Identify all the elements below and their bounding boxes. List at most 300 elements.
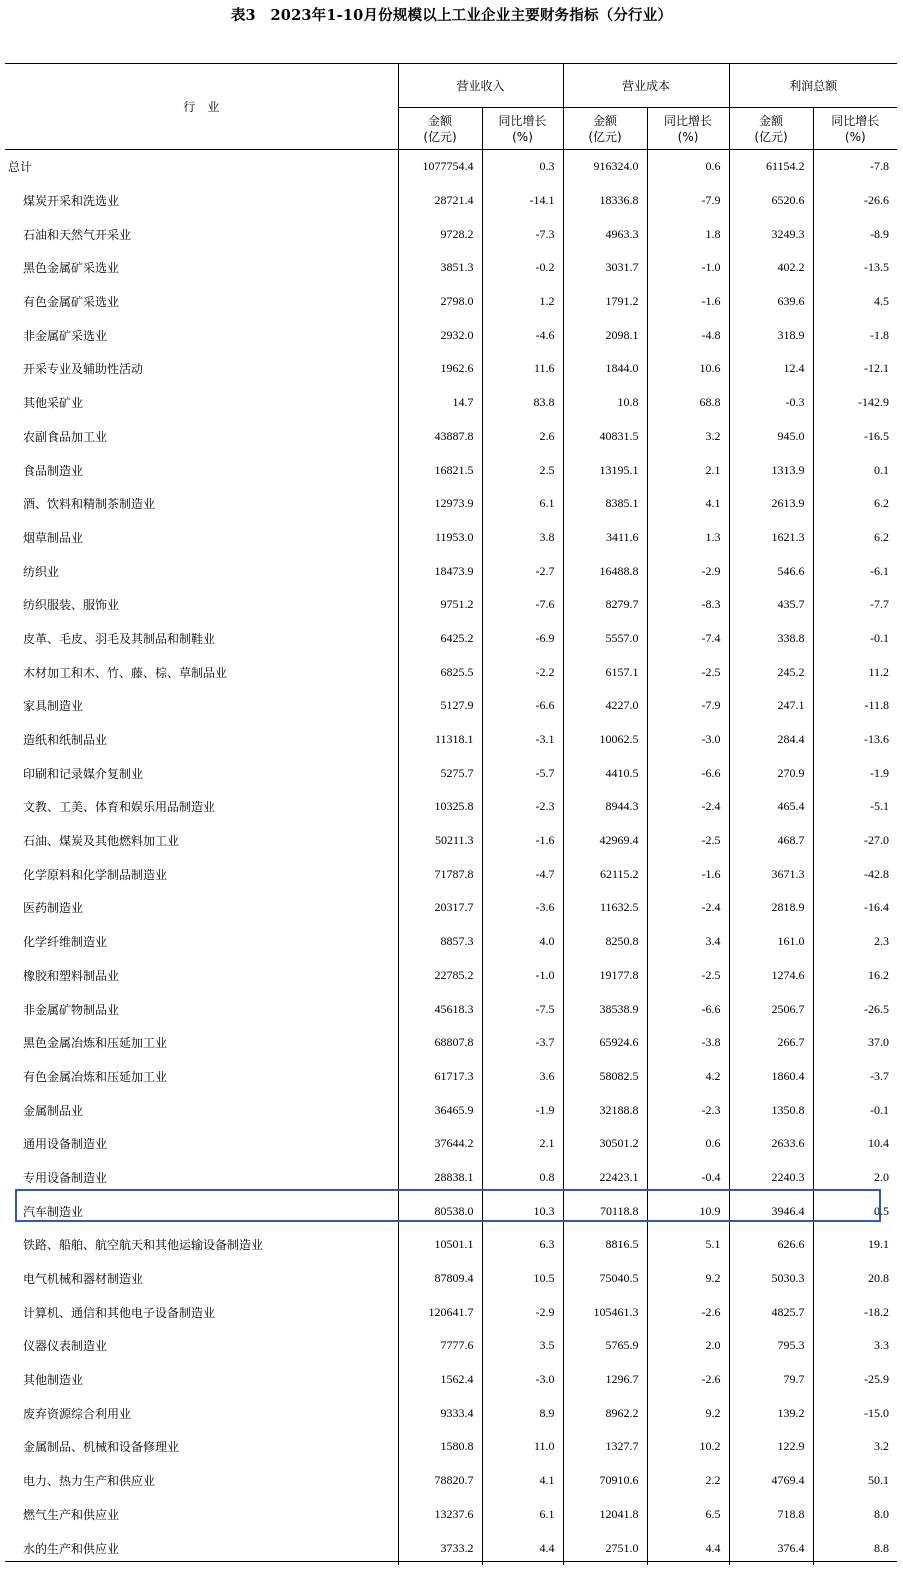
revenue-amount-cell: 36465.9 xyxy=(398,1093,482,1127)
cost-growth-cell: -7.4 xyxy=(647,622,729,656)
cost-amount-cell: 3411.6 xyxy=(563,521,647,555)
revenue-growth-cell: 3.6 xyxy=(482,1060,563,1094)
profit-growth-cell: -26.6 xyxy=(813,184,897,218)
industry-name: 酒、饮料和精制茶制造业 xyxy=(23,497,156,512)
cost-growth-cell: -2.4 xyxy=(647,790,729,824)
revenue-amount-cell: 120641.7 xyxy=(398,1295,482,1329)
table-row xyxy=(5,1295,897,1329)
table-row xyxy=(5,285,897,319)
cost-growth-cell: -8.3 xyxy=(647,588,729,622)
table-row xyxy=(5,790,897,824)
revenue-growth-cell: 11.6 xyxy=(482,352,563,386)
cost-amount-cell: 4410.5 xyxy=(563,756,647,790)
revenue-amount-cell: 5275.7 xyxy=(398,756,482,790)
profit-growth-cell: -0.1 xyxy=(813,1093,897,1127)
cost-growth-cell: -0.4 xyxy=(647,1161,729,1195)
profit-growth-header: 同比增长 (%) xyxy=(813,108,897,150)
industry-name: 文教、工美、体育和娱乐用品制造业 xyxy=(23,800,216,815)
cost-amount-cell: 65924.6 xyxy=(563,1026,647,1060)
industry-name: 其他采矿业 xyxy=(23,396,84,411)
cost-amount-cell: 40831.5 xyxy=(563,420,647,454)
revenue-amount-cell: 1962.6 xyxy=(398,352,482,386)
revenue-growth-cell: 3.5 xyxy=(482,1329,563,1363)
industry-name: 电力、热力生产和供应业 xyxy=(23,1474,156,1489)
cost-growth-cell: 3.4 xyxy=(647,925,729,959)
revenue-amount-cell: 5127.9 xyxy=(398,689,482,723)
cost-amount-cell: 62115.2 xyxy=(563,857,647,891)
cost-growth-cell: -2.3 xyxy=(647,1093,729,1127)
revenue-amount-cell: 61717.3 xyxy=(398,1060,482,1094)
industry-name: 金属制品、机械和设备修理业 xyxy=(23,1440,180,1455)
cost-amount-cell: 5557.0 xyxy=(563,622,647,656)
cost-growth-cell: 10.9 xyxy=(647,1194,729,1228)
revenue-growth-cell: 4.0 xyxy=(482,925,563,959)
cost-header: 营业成本 xyxy=(563,64,729,108)
table-row xyxy=(5,1531,897,1565)
profit-amount-cell: 3946.4 xyxy=(729,1194,813,1228)
profit-amount-cell: 284.4 xyxy=(729,723,813,757)
profit-amount-cell: 161.0 xyxy=(729,925,813,959)
revenue-growth-cell: -7.6 xyxy=(482,588,563,622)
cost-growth-cell: 9.2 xyxy=(647,1262,729,1296)
table-row xyxy=(5,1060,897,1094)
revenue-amount-cell: 28838.1 xyxy=(398,1161,482,1195)
industry-header: 行 业 xyxy=(5,64,398,150)
cost-growth-cell: -2.5 xyxy=(647,824,729,858)
industry-name: 食品制造业 xyxy=(23,463,84,478)
revenue-amount-cell: 80538.0 xyxy=(398,1194,482,1228)
cost-amount-cell: 11632.5 xyxy=(563,891,647,925)
table-row xyxy=(5,487,897,521)
table-row xyxy=(5,318,897,352)
profit-growth-cell: 11.2 xyxy=(813,655,897,689)
cost-growth-header: 同比增长 (%) xyxy=(647,108,729,150)
cost-growth-cell: 0.6 xyxy=(647,1127,729,1161)
industry-name: 总计 xyxy=(8,160,33,175)
profit-amount-cell: 1860.4 xyxy=(729,1060,813,1094)
revenue-amount-cell: 50211.3 xyxy=(398,824,482,858)
table-row xyxy=(5,386,897,420)
table-row xyxy=(5,420,897,454)
profit-growth-cell: 2.3 xyxy=(813,925,897,959)
cost-growth-cell: -2.4 xyxy=(647,891,729,925)
revenue-growth-cell: -3.0 xyxy=(482,1363,563,1397)
table-row xyxy=(5,1464,897,1498)
profit-growth-cell: -26.5 xyxy=(813,992,897,1026)
cost-growth-cell: -1.6 xyxy=(647,285,729,319)
revenue-amount-header: 金额 (亿元) xyxy=(398,108,482,150)
cost-growth-cell: -6.6 xyxy=(647,992,729,1026)
profit-growth-cell: 0.5 xyxy=(813,1194,897,1228)
cost-growth-cell: -3.8 xyxy=(647,1026,729,1060)
cost-growth-cell: 5.1 xyxy=(647,1228,729,1262)
revenue-amount-cell: 11318.1 xyxy=(398,723,482,757)
revenue-amount-cell: 18473.9 xyxy=(398,554,482,588)
cost-amount-cell: 16488.8 xyxy=(563,554,647,588)
profit-amount-cell: 2506.7 xyxy=(729,992,813,1026)
profit-growth-cell: -8.9 xyxy=(813,217,897,251)
industry-name: 农副食品加工业 xyxy=(23,429,108,444)
cost-amount-cell: 10.8 xyxy=(563,386,647,420)
industry-name: 橡胶和塑料制品业 xyxy=(23,968,120,983)
profit-amount-cell: 1621.3 xyxy=(729,521,813,555)
cost-growth-cell: -7.9 xyxy=(647,184,729,218)
profit-growth-cell: -3.7 xyxy=(813,1060,897,1094)
cost-growth-cell: -2.9 xyxy=(647,554,729,588)
revenue-amount-cell: 87809.4 xyxy=(398,1262,482,1296)
profit-growth-cell: 37.0 xyxy=(813,1026,897,1060)
table-row xyxy=(5,453,897,487)
industry-name: 其他制造业 xyxy=(23,1373,84,1388)
table-row xyxy=(5,1228,897,1262)
revenue-amount-cell: 6425.2 xyxy=(398,622,482,656)
revenue-amount-cell: 12973.9 xyxy=(398,487,482,521)
table-row xyxy=(5,959,897,993)
industry-name: 开采专业及辅助性活动 xyxy=(23,362,144,377)
industry-name: 汽车制造业 xyxy=(23,1204,84,1219)
cost-growth-cell: 10.6 xyxy=(647,352,729,386)
revenue-growth-cell: 11.0 xyxy=(482,1430,563,1464)
profit-growth-cell: -42.8 xyxy=(813,857,897,891)
cost-amount-cell: 1844.0 xyxy=(563,352,647,386)
profit-amount-cell: 3249.3 xyxy=(729,217,813,251)
cost-growth-cell: -3.0 xyxy=(647,723,729,757)
cost-amount-cell: 75040.5 xyxy=(563,1262,647,1296)
industry-name: 造纸和纸制品业 xyxy=(23,733,108,748)
cost-amount-cell: 19177.8 xyxy=(563,959,647,993)
profit-growth-cell: 3.2 xyxy=(813,1430,897,1464)
profit-growth-cell: 19.1 xyxy=(813,1228,897,1262)
industry-name: 仪器仪表制造业 xyxy=(23,1339,108,1354)
revenue-growth-cell: -14.1 xyxy=(482,184,563,218)
profit-amount-cell: 245.2 xyxy=(729,655,813,689)
revenue-growth-cell: 83.8 xyxy=(482,386,563,420)
revenue-amount-cell: 3851.3 xyxy=(398,251,482,285)
table-row xyxy=(5,756,897,790)
profit-growth-cell: 0.1 xyxy=(813,453,897,487)
revenue-amount-cell: 7777.6 xyxy=(398,1329,482,1363)
revenue-amount-cell: 8857.3 xyxy=(398,925,482,959)
cost-amount-cell: 58082.5 xyxy=(563,1060,647,1094)
table-row xyxy=(5,992,897,1026)
revenue-amount-cell: 9751.2 xyxy=(398,588,482,622)
profit-amount-cell: 266.7 xyxy=(729,1026,813,1060)
cost-growth-cell: 9.2 xyxy=(647,1396,729,1430)
bottom-rule xyxy=(5,1561,897,1562)
industry-name: 皮革、毛皮、羽毛及其制品和制鞋业 xyxy=(23,631,216,646)
table-row xyxy=(5,1127,897,1161)
industry-name: 化学原料和化学制品制造业 xyxy=(23,867,168,882)
profit-growth-cell: -27.0 xyxy=(813,824,897,858)
profit-growth-cell: -25.9 xyxy=(813,1363,897,1397)
cost-amount-cell: 6157.1 xyxy=(563,655,647,689)
revenue-growth-cell: -1.9 xyxy=(482,1093,563,1127)
table-row xyxy=(5,1430,897,1464)
cost-amount-cell: 3031.7 xyxy=(563,251,647,285)
cost-growth-cell: 1.8 xyxy=(647,217,729,251)
revenue-growth-cell: -2.3 xyxy=(482,790,563,824)
profit-amount-cell: 945.0 xyxy=(729,420,813,454)
cost-amount-header: 金额 (亿元) xyxy=(563,108,647,150)
table-row xyxy=(5,352,897,386)
cost-growth-cell: -1.0 xyxy=(647,251,729,285)
cost-growth-cell: 6.5 xyxy=(647,1498,729,1532)
highlight-box xyxy=(15,1189,881,1222)
industry-name: 医药制造业 xyxy=(23,901,84,916)
profit-amount-cell: 79.7 xyxy=(729,1363,813,1397)
profit-amount-cell: 626.6 xyxy=(729,1228,813,1262)
revenue-amount-cell: 16821.5 xyxy=(398,453,482,487)
industry-name: 印刷和记录媒介复制业 xyxy=(23,766,144,781)
industry-name: 石油、煤炭及其他燃料加工业 xyxy=(23,834,180,849)
cost-growth-cell: 2.2 xyxy=(647,1464,729,1498)
profit-amount-cell: 247.1 xyxy=(729,689,813,723)
cost-growth-cell: -2.6 xyxy=(647,1363,729,1397)
revenue-growth-cell: -7.3 xyxy=(482,217,563,251)
cost-growth-cell: 4.4 xyxy=(647,1531,729,1565)
revenue-growth-cell: 0.8 xyxy=(482,1161,563,1195)
industry-name: 通用设备制造业 xyxy=(23,1137,108,1152)
industry-name: 专用设备制造业 xyxy=(23,1170,108,1185)
table-row xyxy=(5,251,897,285)
revenue-growth-cell: 10.3 xyxy=(482,1194,563,1228)
table-row xyxy=(5,150,897,184)
profit-amount-cell: 1274.6 xyxy=(729,959,813,993)
profit-amount-cell: 4825.7 xyxy=(729,1295,813,1329)
revenue-amount-cell: 1562.4 xyxy=(398,1363,482,1397)
profit-amount-cell: 435.7 xyxy=(729,588,813,622)
table-row xyxy=(5,588,897,622)
revenue-amount-cell: 9728.2 xyxy=(398,217,482,251)
profit-growth-cell: -5.1 xyxy=(813,790,897,824)
industry-name: 纺织业 xyxy=(23,564,60,579)
revenue-growth-cell: 3.8 xyxy=(482,521,563,555)
revenue-amount-cell: 2932.0 xyxy=(398,318,482,352)
table-row xyxy=(5,1093,897,1127)
profit-growth-cell: -18.2 xyxy=(813,1295,897,1329)
cost-growth-cell: 2.1 xyxy=(647,453,729,487)
revenue-amount-cell: 1580.8 xyxy=(398,1430,482,1464)
cost-amount-cell: 8279.7 xyxy=(563,588,647,622)
table-row xyxy=(5,824,897,858)
profit-amount-cell: 12.4 xyxy=(729,352,813,386)
cost-amount-cell: 8816.5 xyxy=(563,1228,647,1262)
cost-growth-cell: 4.1 xyxy=(647,487,729,521)
revenue-growth-cell: -0.2 xyxy=(482,251,563,285)
industry-name: 电气机械和器材制造业 xyxy=(23,1272,144,1287)
cost-amount-cell: 2751.0 xyxy=(563,1531,647,1565)
profit-amount-cell: 2240.3 xyxy=(729,1161,813,1195)
cost-growth-cell: -2.6 xyxy=(647,1295,729,1329)
revenue-growth-cell: -3.1 xyxy=(482,723,563,757)
industry-name: 燃气生产和供应业 xyxy=(23,1507,120,1522)
revenue-amount-cell: 6825.5 xyxy=(398,655,482,689)
revenue-growth-header: 同比增长 (%) xyxy=(482,108,563,150)
profit-amount-cell: 468.7 xyxy=(729,824,813,858)
profit-growth-cell: 16.2 xyxy=(813,959,897,993)
profit-growth-cell: 2.0 xyxy=(813,1161,897,1195)
profit-amount-cell: 718.8 xyxy=(729,1498,813,1532)
profit-growth-cell: 6.2 xyxy=(813,521,897,555)
profit-amount-cell: 318.9 xyxy=(729,318,813,352)
profit-growth-cell: -13.5 xyxy=(813,251,897,285)
cost-amount-cell: 1791.2 xyxy=(563,285,647,319)
revenue-growth-cell: 6.1 xyxy=(482,1498,563,1532)
profit-growth-cell: 20.8 xyxy=(813,1262,897,1296)
table-row xyxy=(5,1262,897,1296)
table-row xyxy=(5,184,897,218)
cost-amount-cell: 42969.4 xyxy=(563,824,647,858)
revenue-growth-cell: -1.6 xyxy=(482,824,563,858)
cost-amount-cell: 1296.7 xyxy=(563,1363,647,1397)
revenue-growth-cell: -2.7 xyxy=(482,554,563,588)
profit-growth-cell: -12.1 xyxy=(813,352,897,386)
cost-growth-cell: -2.5 xyxy=(647,655,729,689)
cost-amount-cell: 70118.8 xyxy=(563,1194,647,1228)
profit-growth-cell: -7.7 xyxy=(813,588,897,622)
revenue-amount-cell: 37644.2 xyxy=(398,1127,482,1161)
table-title: 表3 2023年1-10月份规模以上工业企业主要财务指标（分行业） xyxy=(230,7,673,24)
profit-growth-cell: -7.8 xyxy=(813,150,897,184)
profit-growth-cell: 3.3 xyxy=(813,1329,897,1363)
revenue-amount-cell: 20317.7 xyxy=(398,891,482,925)
cost-amount-cell: 10062.5 xyxy=(563,723,647,757)
table-row xyxy=(5,554,897,588)
revenue-amount-cell: 43887.8 xyxy=(398,420,482,454)
profit-growth-cell: -1.8 xyxy=(813,318,897,352)
profit-amount-cell: 5030.3 xyxy=(729,1262,813,1296)
industry-name: 有色金属矿采选业 xyxy=(23,295,120,310)
cost-amount-cell: 8250.8 xyxy=(563,925,647,959)
revenue-amount-cell: 68807.8 xyxy=(398,1026,482,1060)
profit-header: 利润总额 xyxy=(729,64,897,108)
revenue-amount-cell: 2798.0 xyxy=(398,285,482,319)
cost-amount-cell: 32188.8 xyxy=(563,1093,647,1127)
profit-growth-cell: -1.9 xyxy=(813,756,897,790)
revenue-growth-cell: -4.6 xyxy=(482,318,563,352)
revenue-amount-cell: 11953.0 xyxy=(398,521,482,555)
cost-amount-cell: 30501.2 xyxy=(563,1127,647,1161)
profit-amount-cell: 338.8 xyxy=(729,622,813,656)
industry-name: 石油和天然气开采业 xyxy=(23,227,132,242)
cost-growth-cell: -1.6 xyxy=(647,857,729,891)
cost-amount-cell: 70910.6 xyxy=(563,1464,647,1498)
revenue-amount-cell: 1077754.4 xyxy=(398,150,482,184)
cost-amount-cell: 4963.3 xyxy=(563,217,647,251)
revenue-growth-cell: 2.6 xyxy=(482,420,563,454)
profit-amount-cell: 639.6 xyxy=(729,285,813,319)
revenue-growth-cell: -6.6 xyxy=(482,689,563,723)
cost-amount-cell: 18336.8 xyxy=(563,184,647,218)
profit-amount-cell: 1350.8 xyxy=(729,1093,813,1127)
cost-growth-cell: -4.8 xyxy=(647,318,729,352)
revenue-growth-cell: -5.7 xyxy=(482,756,563,790)
revenue-growth-cell: -2.2 xyxy=(482,655,563,689)
profit-growth-cell: -11.8 xyxy=(813,689,897,723)
profit-growth-cell: -16.5 xyxy=(813,420,897,454)
industry-name: 非金属矿采选业 xyxy=(23,328,108,343)
profit-amount-cell: 6520.6 xyxy=(729,184,813,218)
revenue-growth-cell: -7.5 xyxy=(482,992,563,1026)
revenue-growth-cell: -1.0 xyxy=(482,959,563,993)
profit-amount-cell: -0.3 xyxy=(729,386,813,420)
table-row xyxy=(5,723,897,757)
cost-growth-cell: 4.2 xyxy=(647,1060,729,1094)
cost-amount-cell: 4227.0 xyxy=(563,689,647,723)
industry-name: 化学纤维制造业 xyxy=(23,935,108,950)
revenue-growth-cell: -3.6 xyxy=(482,891,563,925)
profit-amount-cell: 465.4 xyxy=(729,790,813,824)
revenue-amount-cell: 13237.6 xyxy=(398,1498,482,1532)
profit-amount-cell: 1313.9 xyxy=(729,453,813,487)
revenue-growth-cell: 4.4 xyxy=(482,1531,563,1565)
industry-name: 有色金属冶炼和压延加工业 xyxy=(23,1069,168,1084)
industry-name: 纺织服装、服饰业 xyxy=(23,598,120,613)
cost-amount-cell: 916324.0 xyxy=(563,150,647,184)
table-row xyxy=(5,891,897,925)
table-body xyxy=(5,150,897,1565)
revenue-amount-cell: 71787.8 xyxy=(398,857,482,891)
table-row xyxy=(5,1363,897,1397)
profit-amount-cell: 122.9 xyxy=(729,1430,813,1464)
revenue-amount-cell: 78820.7 xyxy=(398,1464,482,1498)
cost-growth-cell: 10.2 xyxy=(647,1430,729,1464)
cost-amount-cell: 13195.1 xyxy=(563,453,647,487)
profit-growth-cell: -142.9 xyxy=(813,386,897,420)
industry-name: 木材加工和木、竹、藤、棕、草制品业 xyxy=(23,665,228,680)
cost-growth-cell: 0.6 xyxy=(647,150,729,184)
revenue-amount-cell: 10501.1 xyxy=(398,1228,482,1262)
revenue-growth-cell: -3.7 xyxy=(482,1026,563,1060)
revenue-amount-cell: 28721.4 xyxy=(398,184,482,218)
cost-amount-cell: 105461.3 xyxy=(563,1295,647,1329)
table-row xyxy=(5,217,897,251)
profit-growth-cell: 50.1 xyxy=(813,1464,897,1498)
table-row xyxy=(5,1329,897,1363)
profit-growth-cell: 8.0 xyxy=(813,1498,897,1532)
revenue-growth-cell: -6.9 xyxy=(482,622,563,656)
table-row xyxy=(5,655,897,689)
profit-growth-cell: -6.1 xyxy=(813,554,897,588)
revenue-growth-cell: 8.9 xyxy=(482,1396,563,1430)
cost-amount-cell: 38538.9 xyxy=(563,992,647,1026)
revenue-growth-cell: 4.1 xyxy=(482,1464,563,1498)
table-row xyxy=(5,622,897,656)
table-row xyxy=(5,689,897,723)
revenue-amount-cell: 45618.3 xyxy=(398,992,482,1026)
revenue-amount-cell: 14.7 xyxy=(398,386,482,420)
revenue-amount-cell: 3733.2 xyxy=(398,1531,482,1565)
profit-amount-cell: 2613.9 xyxy=(729,487,813,521)
cost-amount-cell: 8944.3 xyxy=(563,790,647,824)
financial-indicators-table xyxy=(5,64,897,1565)
revenue-amount-cell: 22785.2 xyxy=(398,959,482,993)
revenue-amount-cell: 10325.8 xyxy=(398,790,482,824)
revenue-growth-cell: 2.1 xyxy=(482,1127,563,1161)
profit-growth-cell: -13.6 xyxy=(813,723,897,757)
profit-amount-cell: 2633.6 xyxy=(729,1127,813,1161)
industry-name: 烟草制品业 xyxy=(23,530,84,545)
table-row xyxy=(5,1026,897,1060)
cost-growth-cell: -2.5 xyxy=(647,959,729,993)
revenue-growth-cell: 6.3 xyxy=(482,1228,563,1262)
revenue-growth-cell: 10.5 xyxy=(482,1262,563,1296)
industry-name: 非金属矿物制品业 xyxy=(23,1002,120,1017)
cost-amount-cell: 8385.1 xyxy=(563,487,647,521)
profit-growth-cell: 4.5 xyxy=(813,285,897,319)
industry-name: 计算机、通信和其他电子设备制造业 xyxy=(23,1305,216,1320)
industry-name: 黑色金属冶炼和压延加工业 xyxy=(23,1036,168,1051)
